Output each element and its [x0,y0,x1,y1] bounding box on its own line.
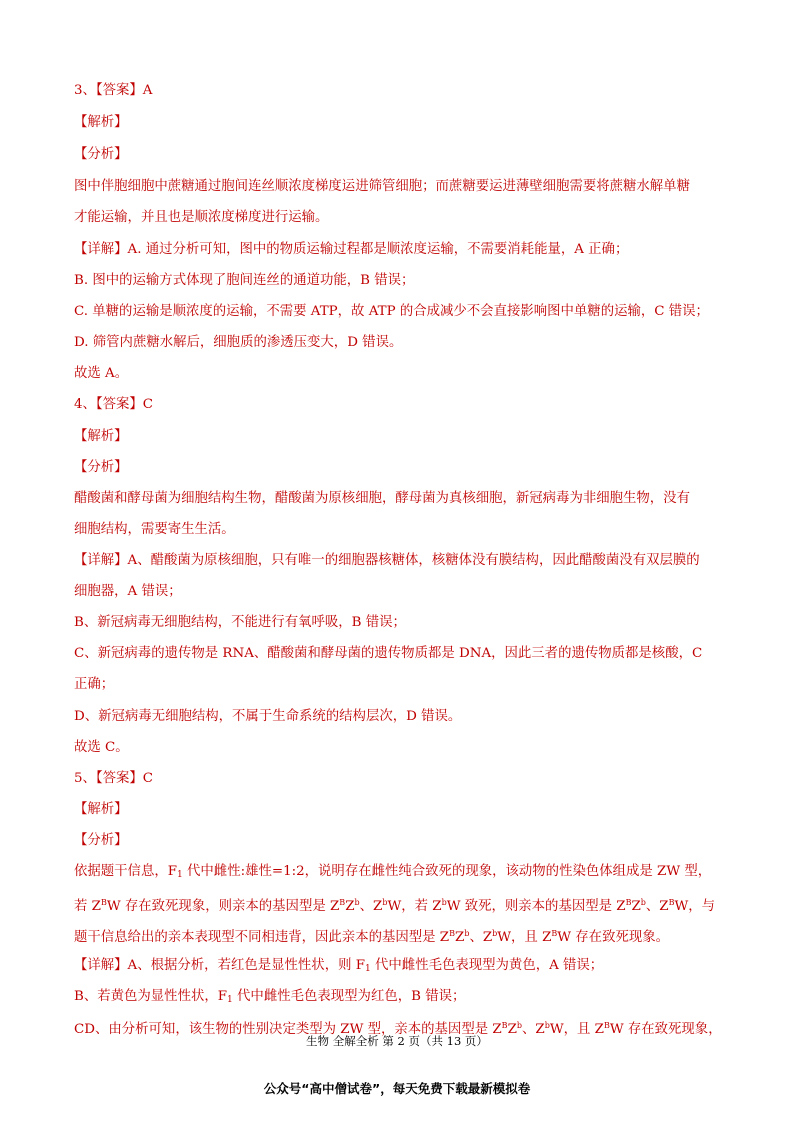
q4-fenxi-heading: 【分析】 [74,460,128,475]
q3-conclusion: 故选 A。 [74,366,129,381]
q4-detail-a: 【详解】A、醋酸菌为原核细胞，只有唯一的细胞器核糖体，核糖体没有膜结构，因此醋酸菌没有双层膜的 [74,553,700,568]
q4-analysis-line-1: 醋酸菌和酵母菌为细胞结构生物，醋酸菌为原核细胞，酵母菌为真核细胞，新冠病毒为非细胞生物，没有 [74,491,690,506]
q3-answer: 3、【答案】A [74,83,153,98]
q4-detail-b: B、新冠病毒无细胞结构，不能进行有氧呼吸，B 错误； [74,615,406,630]
q3-fenxi-heading: 【分析】 [74,147,128,162]
page-footer: 生物 全解全析 第 2 页（共 13 页） [306,1034,488,1048]
q4-detail-c: C、新冠病毒的遗传物是 RNA、醋酸菌和酵母菌的遗传物质都是 DNA，因此三者的遗传物质都是核酸，C [74,646,703,661]
q4-detail-d: D、新冠病毒无细胞结构，不属于生命系统的结构层次，D 错误。 [74,709,462,724]
q5-answer: 5、【答案】C [74,771,154,786]
q3-analysis-line-2: 才能运输，并且也是顺浓度梯度进行运输。 [74,210,329,225]
q4-detail-c-cont: 正确； [74,677,115,692]
q4-analysis-heading: 【解析】 [74,429,128,444]
q5-detail-a: 【详解】A、根据分析，若红色是显性性状，则 $F_1$ 代中雌性毛色表现型为黄色，A 错误； [74,958,604,974]
q3-analysis-heading: 【解析】 [74,115,128,130]
q3-detail-a: 【详解】A. 通过分析可知，图中的物质运输过程都是顺浓度运输，不需要消耗能量，A 正确； [74,242,629,257]
q5-analysis-line-2: 若 $Z^BW$ 存在致死现象，则亲本的基因型是 $Z^BZ^b$、$Z^bW$，若 $Z^bW$ 致死，则亲本的基因型是 $Z^BZ^b$、$Z^BW$，与 [74,898,716,914]
q5-detail-cd: CD、由分析可知，该生物的性别决定类型为 ZW 型，亲本的基因型是 $Z^BZ^b$、$Z^bW$，且 $Z^BW$ 存在致死现象， [74,1021,722,1037]
q3-detail-c: C. 单糖的运输是顺浓度的运输，不需要 ATP，故 ATP 的合成减少不会直接影响图中单糖的运输，C 错误； [74,304,709,319]
q3-detail-d: D. 筛管内蔗糖水解后，细胞质的渗透压变大，D 错误。 [74,335,403,350]
q3-analysis-line-1: 图中伴胞细胞中蔗糖通过胞间连丝顺浓度梯度运进筛管细胞；而蔗糖要运进薄壁细胞需要将蔗糖水解单糖 [74,179,690,194]
bottom-note: 公众号“高中僧试卷”，每天免费下载最新模拟卷 [263,1081,531,1096]
q4-conclusion: 故选 C。 [74,740,129,755]
q4-analysis-line-2: 细胞结构，需要寄生生活。 [74,522,235,537]
q5-analysis-line-3: 题干信息给出的亲本表现型不同相违背，因此亲本的基因型是 $Z^BZ^b$、$Z^bW$，且 $Z^BW$ 存在致死现象。 [74,929,670,945]
q5-fenxi-heading: 【分析】 [74,833,128,848]
q3-detail-b: B. 图中的运输方式体现了胞间连丝的通道功能，B 错误； [74,273,415,288]
q4-detail-a-cont: 细胞器，A 错误； [74,584,182,599]
q5-analysis-heading: 【解析】 [74,802,128,817]
q5-detail-b: B、若黄色为显性性状，$F_1$ 代中雌性毛色表现型为红色，B 错误； [74,989,466,1005]
q4-answer: 4、【答案】C [74,397,154,412]
q5-analysis-line-1: 依据题干信息，$F_1$ 代中雌性:雄性=1:2，说明存在雌性纯合致死的现象，该动物的性染色体组成是 ZW 型， [74,864,712,880]
